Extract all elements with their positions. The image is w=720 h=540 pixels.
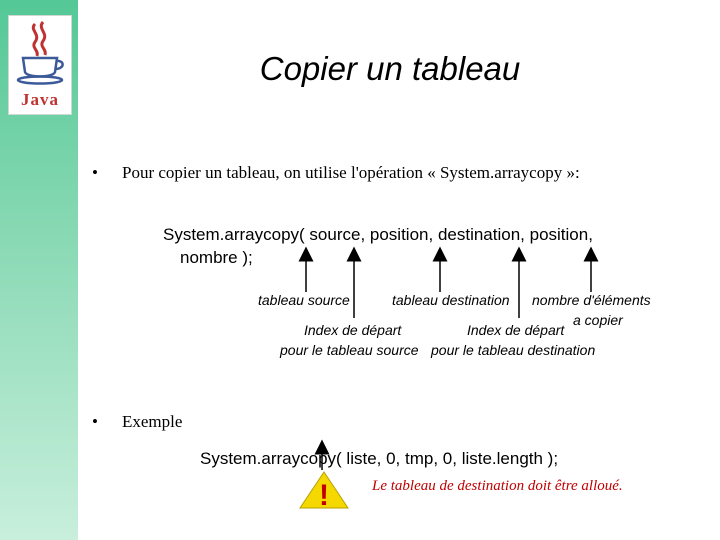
- bullet-dot: •: [92, 412, 98, 431]
- label-index-depart-source: Index de départ: [304, 322, 402, 338]
- label-nombre-elements: nombre d'éléments: [532, 292, 651, 308]
- label-tableau-source: tableau source: [258, 292, 350, 308]
- warning-text: Le tableau de destination doit être alloué.: [372, 478, 623, 494]
- bullet-dot: •: [92, 163, 98, 182]
- warning-symbol: !: [319, 479, 329, 510]
- warning-triangle-icon: [298, 470, 350, 510]
- signature-line-2: nombre );: [180, 248, 253, 267]
- bullet-text: Pour copier un tableau, on utilise l'opération « System.arraycopy »:: [122, 163, 580, 182]
- label-pour-tableau-source: pour le tableau source: [280, 342, 419, 358]
- label-index-depart-dest: Index de départ: [467, 322, 565, 338]
- logo-label: Java: [21, 90, 59, 109]
- bullet-text: Exemple: [122, 412, 183, 431]
- label-tableau-destination: tableau destination: [392, 292, 510, 308]
- label-pour-tableau-destination: pour le tableau destination: [431, 342, 596, 358]
- label-a-copier: a copier: [573, 312, 623, 328]
- example-code: System.arraycopy( liste, 0, tmp, 0, liste.length );: [200, 449, 559, 468]
- signature-line-1: System.arraycopy( source, position, destination, position,: [163, 225, 593, 244]
- slide-title: Copier un tableau: [259, 50, 521, 87]
